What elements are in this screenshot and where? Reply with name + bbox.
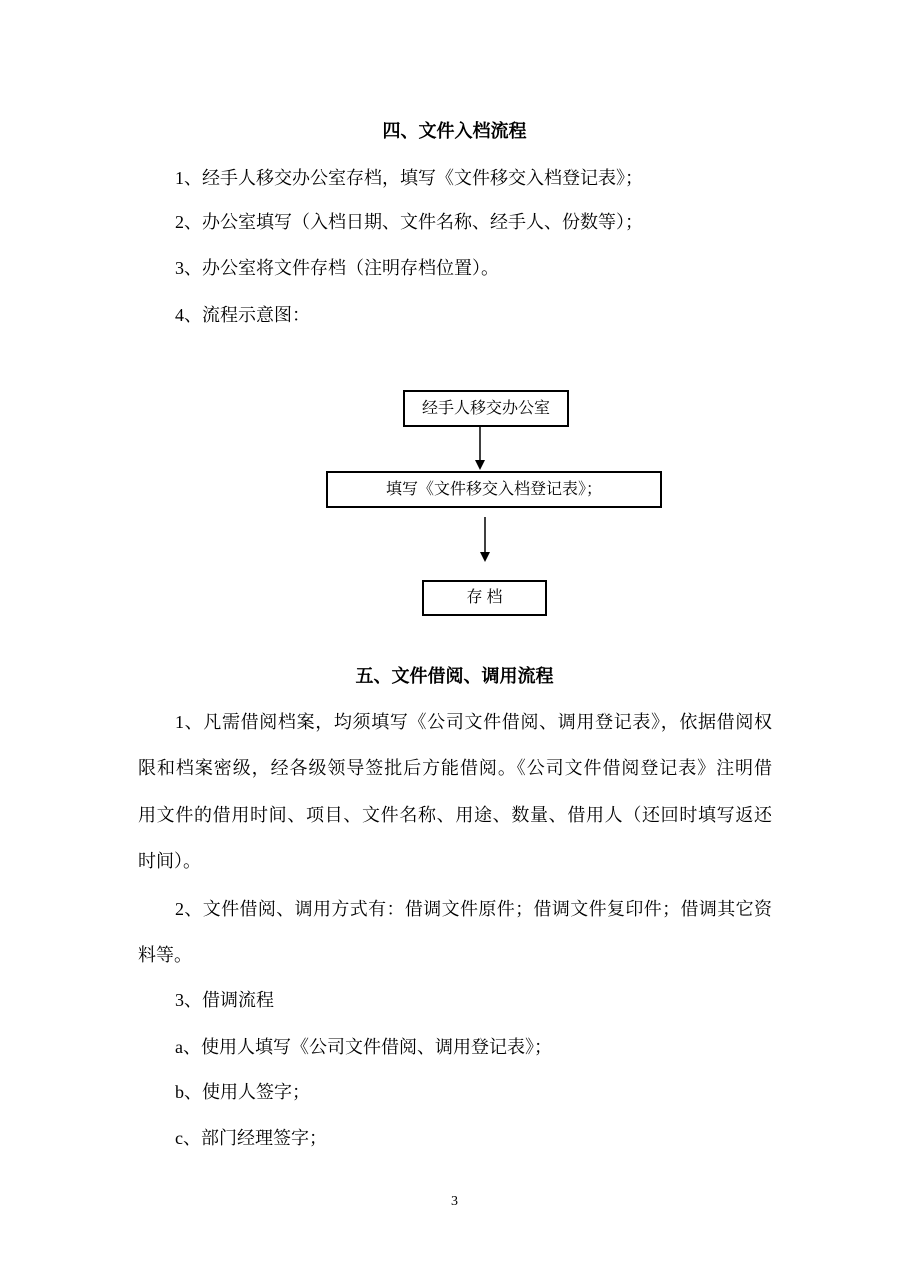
section-4-item-4: 4、流程示意图： <box>175 305 310 325</box>
section-5-para-2-line-2: 料等。 <box>138 945 192 965</box>
flowchart-step-2-label: 填写《文件移交入档登记表》； <box>385 480 602 498</box>
section-5-substep-b: b、使用人签字； <box>175 1082 310 1102</box>
section-4-item-2: 2、办公室填写（入档日期、文件名称、经手人、份数等）； <box>175 212 643 232</box>
section-5-para-1-line-4: 时间）。 <box>138 851 201 871</box>
section-5-para-1-line-1: 1、凡需借阅档案，均须填写《公司文件借阅、调用登记表》，依据借阅权 <box>175 712 772 732</box>
section-5-heading: 五、文件借阅、调用流程 <box>355 666 554 686</box>
section-5-para-1-line-3: 用文件的借用时间、项目、文件名称、用途、数量、借用人（还回时填写返还 <box>138 805 772 825</box>
flowchart-arrow-2 <box>479 517 491 563</box>
section-5-substep-c: c、部门经理签字； <box>175 1128 327 1148</box>
section-5-para-1-line-2: 限和档案密级，经各级领导签批后方能借阅。《公司文件借阅登记表》注明借 <box>138 758 772 778</box>
flowchart-step-3-label: 存 档 <box>466 589 503 606</box>
section-4-item-3: 3、办公室将文件存档（注明存档位置）。 <box>175 258 499 278</box>
section-4-heading: 四、文件入档流程 <box>382 121 527 141</box>
flowchart-step-3-box <box>422 580 547 616</box>
section-5-para-2-line-1: 2、文件借阅、调用方式有：借调文件原件；借调文件复印件；借调其它资 <box>175 899 772 919</box>
flowchart-arrow-1-head <box>475 460 485 470</box>
page-number: 3 <box>451 1194 458 1209</box>
flowchart-step-1-box <box>403 390 569 427</box>
section-5-step-3-title: 3、借调流程 <box>175 990 274 1010</box>
flowchart-arrow-2-head <box>480 552 490 562</box>
flowchart-step-2-box <box>326 471 662 508</box>
flowchart-step-1-label: 经手人移交办公室 <box>421 399 550 417</box>
flowchart-arrow-1 <box>474 427 486 471</box>
section-4-item-1: 1、经手人移交办公室存档，填写《文件移交入档登记表》； <box>175 168 643 188</box>
section-5-substep-a: a、使用人填写《公司文件借阅、调用登记表》； <box>175 1037 552 1057</box>
